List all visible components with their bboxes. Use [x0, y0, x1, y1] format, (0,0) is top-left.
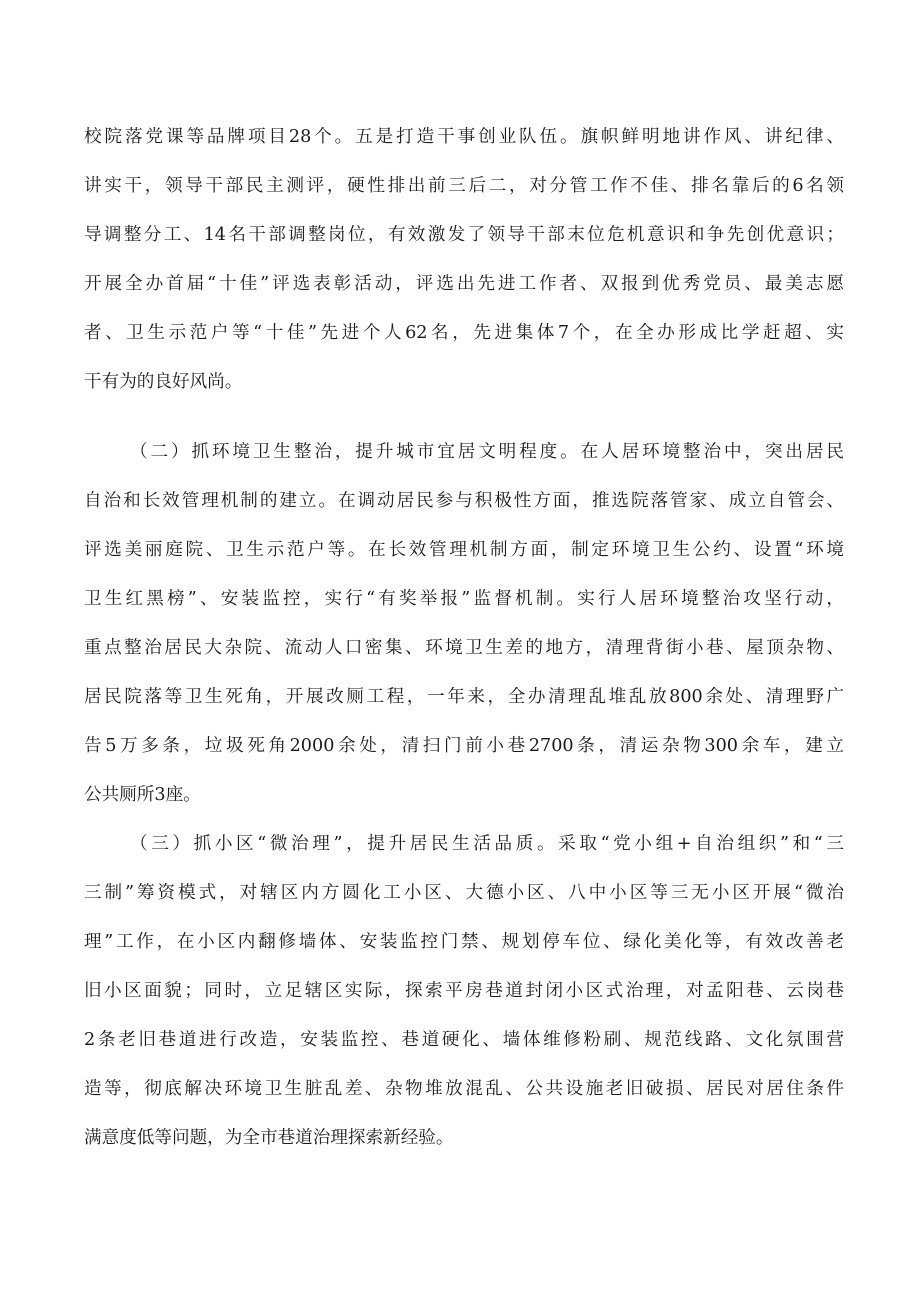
- paragraph-line: 居民院落等卫生死角，开展改厕工程，一年来，全办清理乱堆乱放800余处、清理野广: [84, 687, 844, 707]
- paragraph-line: 公共厕所3座。: [84, 785, 201, 805]
- paragraph-line: 2条老旧巷道进行改造，安装监控、巷道硬化、墙体维修粉刷、规范线路、文化氛围营: [84, 1030, 844, 1050]
- paragraph-line: 旧小区面貌；同时，立足辖区实际，探索平房巷道封闭小区式治理，对孟阳巷、云岗巷: [84, 981, 844, 1001]
- paragraph-line: 干有为的良好风尚。: [84, 372, 243, 392]
- paragraph-line: 三制”筹资模式，对辖区内方圆化工小区、大德小区、八中小区等三无小区开展“微治: [84, 883, 844, 903]
- paragraph-line: 告5万多条，垃圾死角2000余处，清扫门前小巷2700条，清运杂物300余车，建立: [84, 736, 844, 756]
- paragraph-line: 者、卫生示范户等“十佳”先进个人62名，先进集体7个，在全办形成比学赶超、实: [84, 323, 844, 343]
- paragraph-line: 重点整治居民大杂院、流动人口密集、环境卫生差的地方，清理背街小巷、屋顶杂物、: [84, 638, 844, 658]
- paragraph-line: 满意度低等问题，为全市巷道治理探索新经验。: [84, 1128, 454, 1148]
- paragraph-line: 校院落党课等品牌项目28个。五是打造干事创业队伍。旗帜鲜明地讲作风、讲纪律、: [84, 127, 844, 147]
- paragraph-line: 讲实干，领导干部民主测评，硬性排出前三后二，对分管工作不佳、排名靠后的6名领: [84, 176, 844, 196]
- paragraph-line: 理”工作，在小区内翻修墙体、安装监控门禁、规划停车位、绿化美化等，有效改善老: [84, 932, 844, 952]
- paragraph-line: 造等，彻底解决环境卫生脏乱差、杂物堆放混乱、公共设施老旧破损、居民对居住条件: [84, 1079, 844, 1099]
- paragraph-line: 卫生红黑榜”、安装监控，实行“有奖举报”监督机制。实行人居环境整治攻坚行动，: [84, 589, 844, 609]
- paragraph-line: 评选美丽庭院、卫生示范户等。在长效管理机制方面，制定环境卫生公约、设置“环境: [84, 540, 844, 560]
- paragraph-line: 开展全办首届“十佳”评选表彰活动，评选出先进工作者、双报到优秀党员、最美志愿: [84, 274, 844, 294]
- paragraph-line: （三）抓小区“微治理”，提升居民生活品质。采取“党小组+自治组织”和“三: [130, 834, 844, 854]
- paragraph-line: 自治和长效管理机制的建立。在调动居民参与积极性方面，推选院落管家、成立自管会、: [84, 491, 844, 511]
- paragraph-line: （二）抓环境卫生整治，提升城市宜居文明程度。在人居环境整治中，突出居民: [130, 442, 844, 462]
- paragraph-line: 导调整分工、14名干部调整岗位，有效激发了领导干部末位危机意识和争先创优意识；: [84, 225, 844, 245]
